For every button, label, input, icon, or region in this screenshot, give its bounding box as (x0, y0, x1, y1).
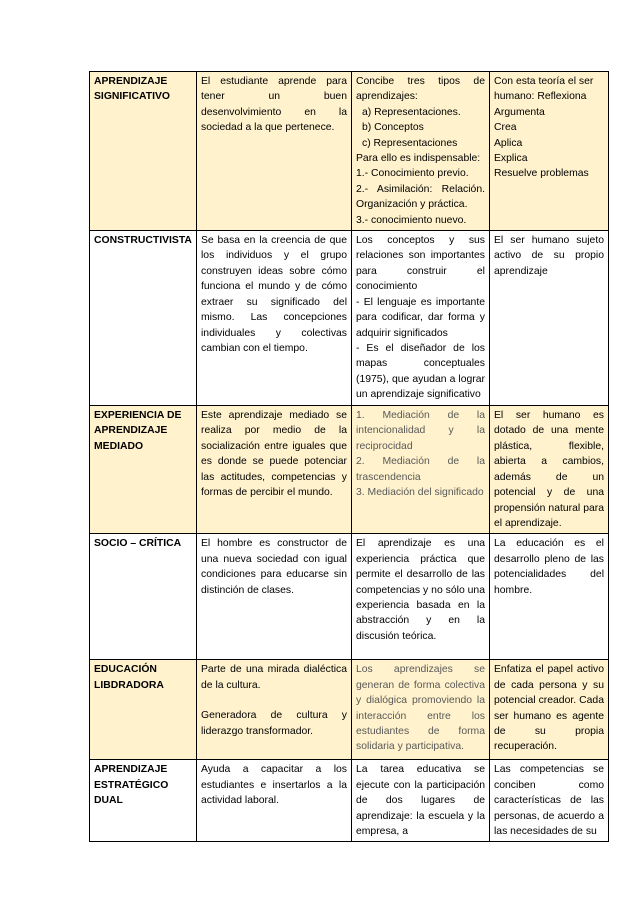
table-row (90, 406, 609, 534)
description-text: El estudiante aprende para tener un buen desenvolvimiento en la sociedad a la que pertenece. (201, 76, 347, 134)
human-line: Explica (494, 153, 528, 165)
theory-name (90, 231, 197, 406)
theory-name (90, 72, 197, 231)
learning-line: Los conceptos y sus relaciones son importantes para construir el conocimiento (356, 235, 485, 293)
table-row (90, 72, 609, 231)
table-row (90, 231, 609, 406)
learning-intro: Concibe tres tipos de aprendizajes: (356, 76, 485, 103)
human-text: La educación es el desarrollo pleno de las potencialidades del hombre. (494, 538, 604, 596)
description-line: Generadora de cultura y liderazgo transformador. (201, 710, 347, 737)
learning-text: Los aprendizajes se generan de forma colectiva y dialógica promoviendo la interacción entre los estudiantes de forma solidaria y participativa. (356, 664, 485, 753)
theory-label: APRENDIZAJE ESTRATÉGICO DUAL (94, 764, 169, 807)
human-line: Argumenta (494, 106, 545, 118)
theories-table (89, 71, 609, 842)
theory-human (490, 660, 609, 760)
theory-description (197, 534, 352, 660)
theory-label: EDUCACIÓN LIBDRADORA (94, 664, 164, 691)
theory-human (490, 760, 609, 842)
human-line: Con esta teoría el ser humano: Reflexiona (494, 76, 594, 103)
theory-human (490, 534, 609, 660)
learning-subtitle: Para ello es indispensable: (356, 153, 481, 165)
description-text: Ayuda a capacitar a los estudiantes e insertarlos a la actividad laboral. (201, 764, 347, 807)
learning-line: 1. Mediación de la intencionalidad y la reciprocidad (356, 410, 485, 452)
theory-label: SOCIO – CRÍTICA (94, 538, 182, 550)
description-line: Parte de una mirada dialéctica de la cultura. (201, 664, 347, 691)
human-text: Las competencias se conciben como características de las personas, de acuerdo a las necesidades de su (494, 764, 604, 837)
theory-name (90, 534, 197, 660)
theory-label: APRENDIZAJE SIGNIFICATIVO (94, 76, 171, 103)
theory-learning (352, 760, 490, 842)
learning-step: 2.- Asimilación: Relación. Organización y práctica. (356, 183, 485, 211)
human-line: Aplica (494, 137, 523, 149)
learning-text: El aprendizaje es una experiencia práctica que permite el desarrollo de las competencias y no sólo una experiencia basada en la abstracción y en la discusión teórica. (356, 538, 485, 642)
table-row (90, 534, 609, 660)
description-text: Se basa en la creencia de que los individuos y el grupo construyen ideas sobre cómo funciona el mundo y de cómo extraer su significado del mismo. Las concepciones individuales y colectivas cambian con el tiempo. (201, 235, 347, 354)
theory-description (197, 72, 352, 231)
human-line: Resuelve problemas (494, 168, 589, 180)
theory-learning (352, 72, 490, 231)
theory-description (197, 406, 352, 534)
description-text: El hombre es constructor de una nueva sociedad con igual condiciones para educarse sin distinción de clases. (201, 538, 347, 596)
human-text: El ser humano es dotado de una mente plástica, flexible, abierta a cambios, además de un potencial y de una propensión natural para el aprendizaje. (494, 410, 604, 529)
human-text: Enfatiza el papel activo de cada persona y su potencial creador. Cada ser humano es agente de su propia recuperación. (494, 664, 604, 753)
theory-human (490, 72, 609, 231)
theory-name (90, 660, 197, 760)
learning-item: c) Representaciones (362, 137, 458, 149)
description-text: Este aprendizaje mediado se realiza por medio de la socialización entre iguales que es donde se puede potenciar las actitudes, competencias y formas de percibir el mundo. (201, 410, 347, 499)
theory-learning (352, 406, 490, 534)
theory-human (490, 231, 609, 406)
learning-step: 1.- Conocimiento previo. (356, 168, 469, 180)
theory-description (197, 231, 352, 406)
table-row (90, 760, 609, 842)
table-row (90, 660, 609, 760)
theory-name (90, 760, 197, 842)
learning-item: a) Representaciones. (362, 106, 461, 118)
learning-item: b) Conceptos (362, 122, 424, 134)
human-line: Crea (494, 122, 517, 134)
theory-description (197, 760, 352, 842)
learning-line: - Es el diseñador de los mapas conceptuales (1975), que ayudan a lograr un aprendizaje significativo (356, 342, 485, 401)
theory-label: CONSTRUCTIVISTA (94, 235, 192, 247)
theory-learning (352, 660, 490, 760)
theory-learning (352, 231, 490, 406)
theory-learning (352, 534, 490, 660)
learning-line: 2. Mediación de la trascendencia (356, 456, 485, 483)
learning-line: - El lenguaje es importante para codificar, dar forma y adquirir significados (356, 296, 485, 339)
theory-description (197, 660, 352, 760)
learning-text: La tarea educativa se ejecute con la participación de dos lugares de aprendizaje: la escuela y la empresa, a (356, 764, 485, 837)
human-text: El ser humano sujeto activo de su propio aprendizaje (494, 235, 604, 277)
theory-human (490, 406, 609, 534)
theory-name (90, 406, 197, 534)
theory-label: EXPERIENCIA DE APRENDIZAJE MEDIADO (94, 410, 182, 452)
learning-step: 3.- conocimiento nuevo. (356, 214, 467, 226)
learning-line: 3. Mediación del significado (356, 487, 484, 499)
